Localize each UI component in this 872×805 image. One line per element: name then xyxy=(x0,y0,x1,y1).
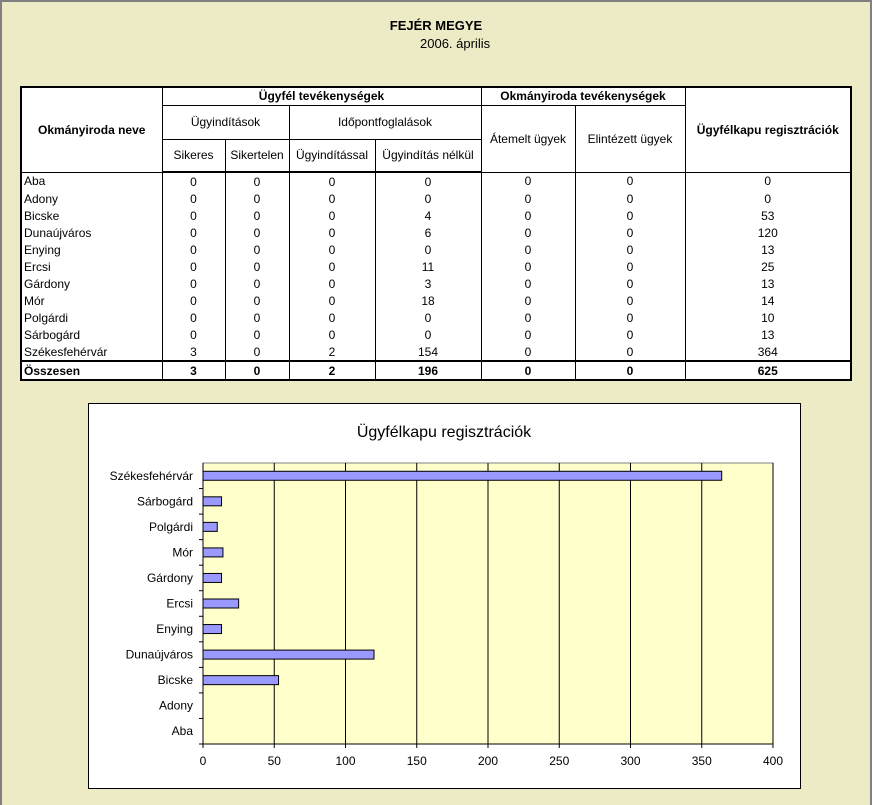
statistics-table xyxy=(20,86,852,381)
value-cell: 0 xyxy=(289,224,375,241)
bar xyxy=(203,573,222,582)
value-cell: 0 xyxy=(289,258,375,275)
window-frame-top xyxy=(0,0,872,2)
category-label: Dunaújváros xyxy=(125,647,193,662)
x-tick-label: 150 xyxy=(406,754,427,768)
x-tick-label: 300 xyxy=(620,754,641,768)
value-cell: 0 xyxy=(481,207,575,224)
value-cell: 0 xyxy=(289,309,375,326)
table-row xyxy=(21,172,851,190)
value-cell: 0 xyxy=(225,275,289,292)
value-cell: 0 xyxy=(481,275,575,292)
value-cell: 2 xyxy=(289,361,375,380)
header-office-activities: Okmányiroda tevékenységek xyxy=(481,87,685,105)
value-cell: 18 xyxy=(375,292,481,309)
value-cell: 120 xyxy=(685,224,851,241)
x-tick-label: 400 xyxy=(762,754,784,768)
office-name-cell: Ercsi xyxy=(21,258,162,275)
office-name-cell: Polgárdi xyxy=(21,309,162,326)
value-cell: 0 xyxy=(162,258,225,275)
value-cell: 0 xyxy=(375,190,481,207)
value-cell: 2 xyxy=(289,343,375,361)
value-cell: 0 xyxy=(575,224,685,241)
value-cell: 0 xyxy=(225,224,289,241)
value-cell: 0 xyxy=(225,343,289,361)
office-name-cell: Dunaújváros xyxy=(21,224,162,241)
value-cell: 13 xyxy=(685,241,851,258)
value-cell: 154 xyxy=(375,343,481,361)
value-cell: 11 xyxy=(375,258,481,275)
table-row xyxy=(21,258,851,275)
value-cell: 3 xyxy=(162,361,225,380)
value-cell: 0 xyxy=(575,361,685,380)
table-row xyxy=(21,343,851,361)
value-cell: 0 xyxy=(481,343,575,361)
office-name-cell: Aba xyxy=(21,172,162,190)
office-name-cell: Összesen xyxy=(21,361,162,380)
header-office-name: Okmányiroda neve xyxy=(21,87,162,172)
value-cell: 0 xyxy=(575,258,685,275)
value-cell: 53 xyxy=(685,207,851,224)
value-cell: 625 xyxy=(685,361,851,380)
value-cell: 0 xyxy=(289,326,375,343)
value-cell: 0 xyxy=(289,172,375,190)
value-cell: 0 xyxy=(481,172,575,190)
value-cell: 0 xyxy=(289,207,375,224)
office-name-cell: Enying xyxy=(21,241,162,258)
value-cell: 0 xyxy=(162,172,225,190)
value-cell: 0 xyxy=(225,292,289,309)
office-name-cell: Bicske xyxy=(21,207,162,224)
value-cell: 0 xyxy=(162,224,225,241)
category-label: Ercsi xyxy=(166,596,193,611)
office-name-cell: Sárbogárd xyxy=(21,326,162,343)
value-cell: 0 xyxy=(162,275,225,292)
value-cell: 0 xyxy=(481,224,575,241)
window-frame-left xyxy=(0,0,2,805)
value-cell: 0 xyxy=(289,292,375,309)
office-name-cell: Székesfehérvár xyxy=(21,343,162,361)
header-without-init: Ügyindítás nélkül xyxy=(375,139,481,172)
value-cell: 0 xyxy=(481,361,575,380)
value-cell: 0 xyxy=(575,309,685,326)
bar xyxy=(203,548,223,557)
value-cell: 0 xyxy=(289,241,375,258)
value-cell: 0 xyxy=(375,241,481,258)
value-cell: 0 xyxy=(481,241,575,258)
value-cell: 0 xyxy=(162,309,225,326)
value-cell: 0 xyxy=(575,292,685,309)
value-cell: 0 xyxy=(481,190,575,207)
value-cell: 0 xyxy=(375,309,481,326)
table-body xyxy=(21,172,851,380)
bar xyxy=(203,497,222,506)
value-cell: 0 xyxy=(375,326,481,343)
bar xyxy=(203,522,217,531)
bar xyxy=(203,471,722,480)
page-date: 2006. április xyxy=(420,36,491,51)
value-cell: 0 xyxy=(481,292,575,309)
value-cell: 0 xyxy=(575,207,685,224)
value-cell: 0 xyxy=(375,172,481,190)
x-tick-label: 0 xyxy=(199,754,207,768)
category-label: Polgárdi xyxy=(148,519,193,534)
table-row xyxy=(21,224,851,241)
value-cell: 0 xyxy=(575,326,685,343)
value-cell: 0 xyxy=(685,190,851,207)
table-row xyxy=(21,275,851,292)
value-cell: 0 xyxy=(575,275,685,292)
table-row xyxy=(21,326,851,343)
value-cell: 6 xyxy=(375,224,481,241)
header-appointments: Időpontfoglalások xyxy=(289,105,481,139)
header-success: Sikeres xyxy=(162,139,225,172)
category-label: Székesfehérvár xyxy=(109,468,193,483)
value-cell: 10 xyxy=(685,309,851,326)
value-cell: 4 xyxy=(375,207,481,224)
office-name-cell: Adony xyxy=(21,190,162,207)
table-row xyxy=(21,309,851,326)
table-row xyxy=(21,207,851,224)
category-label: Adony xyxy=(158,698,193,713)
value-cell: 0 xyxy=(481,326,575,343)
value-cell: 0 xyxy=(225,241,289,258)
value-cell: 0 xyxy=(225,326,289,343)
page-title: FEJÉR MEGYE xyxy=(389,18,483,33)
x-tick-label: 50 xyxy=(267,754,281,768)
table-row xyxy=(21,241,851,258)
value-cell: 13 xyxy=(685,275,851,292)
value-cell: 0 xyxy=(481,309,575,326)
category-label: Mór xyxy=(172,545,193,560)
category-label: Bicske xyxy=(157,673,193,688)
registrations-bar-chart xyxy=(89,404,800,788)
value-cell: 0 xyxy=(225,361,289,380)
bar xyxy=(203,676,279,685)
office-name-cell: Mór xyxy=(21,292,162,309)
bar xyxy=(203,599,239,608)
value-cell: 0 xyxy=(575,190,685,207)
value-cell: 0 xyxy=(225,309,289,326)
x-tick-label: 250 xyxy=(549,754,570,768)
value-cell: 0 xyxy=(225,190,289,207)
total-row xyxy=(21,361,851,380)
header-transferred: Átemelt ügyek xyxy=(481,105,575,172)
category-label: Gárdony xyxy=(146,570,193,585)
category-label: Sárbogárd xyxy=(136,494,193,509)
header-customer-activities: Ügyfél tevékenységek xyxy=(162,87,481,105)
category-label: Enying xyxy=(156,622,193,637)
x-tick-label: 100 xyxy=(335,754,356,768)
office-name-cell: Gárdony xyxy=(21,275,162,292)
value-cell: 0 xyxy=(162,190,225,207)
value-cell: 0 xyxy=(685,172,851,190)
table-row xyxy=(21,292,851,309)
value-cell: 0 xyxy=(162,326,225,343)
value-cell: 364 xyxy=(685,343,851,361)
header-initiations: Ügyindítások xyxy=(162,105,289,139)
value-cell: 25 xyxy=(685,258,851,275)
value-cell: 0 xyxy=(289,275,375,292)
value-cell: 3 xyxy=(162,343,225,361)
value-cell: 0 xyxy=(575,343,685,361)
header-fail: Sikertelen xyxy=(225,139,289,172)
bar xyxy=(203,625,222,634)
category-label: Aba xyxy=(171,724,193,739)
value-cell: 0 xyxy=(162,241,225,258)
value-cell: 14 xyxy=(685,292,851,309)
value-cell: 0 xyxy=(575,241,685,258)
value-cell: 0 xyxy=(481,258,575,275)
chart-container xyxy=(88,403,801,789)
value-cell: 0 xyxy=(575,172,685,190)
value-cell: 0 xyxy=(225,207,289,224)
x-tick-label: 350 xyxy=(691,754,712,768)
header-with-init: Ügyindítással xyxy=(289,139,375,172)
header-completed: Elintézett ügyek xyxy=(575,105,685,172)
value-cell: 3 xyxy=(375,275,481,292)
header-registrations: Ügyfélkapu regisztrációk xyxy=(685,87,851,172)
value-cell: 0 xyxy=(225,258,289,275)
value-cell: 196 xyxy=(375,361,481,380)
value-cell: 13 xyxy=(685,326,851,343)
bar xyxy=(203,650,374,659)
x-tick-label: 200 xyxy=(477,754,499,768)
value-cell: 0 xyxy=(289,190,375,207)
value-cell: 0 xyxy=(162,207,225,224)
value-cell: 0 xyxy=(225,172,289,190)
chart-title: Ügyfélkapu regisztrációk xyxy=(356,424,532,441)
value-cell: 0 xyxy=(162,292,225,309)
table-row xyxy=(21,190,851,207)
